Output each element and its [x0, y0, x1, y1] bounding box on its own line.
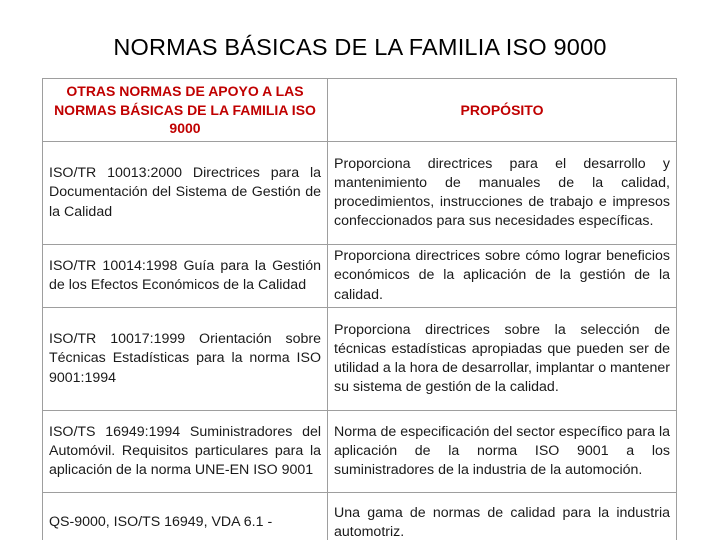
header-otras-normas: OTRAS NORMAS DE APOYO A LAS NORMAS BÁSICAS DE LA FAMILIA ISO 9000	[43, 79, 328, 142]
iso-standards-table	[42, 78, 677, 540]
table-row	[43, 245, 677, 308]
table-row	[43, 308, 677, 411]
page-title: NORMAS BÁSICAS DE LA FAMILIA ISO 9000	[113, 34, 607, 60]
cell-proposito: Norma de especificación del sector específico para la aplicación de la norma ISO 9001 a los suministradores de la industria de la automoción.	[328, 411, 677, 493]
cell-norma: ISO/TR 10014:1998 Guía para la Gestión de los Efectos Económicos de la Calidad	[43, 245, 328, 308]
cell-norma: ISO/TS 16949:1994 Suministradores del Automóvil. Requisitos particulares para la aplicación de la norma UNE-EN ISO 9001	[43, 411, 328, 493]
cell-norma: ISO/TR 10013:2000 Directrices para la Documentación del Sistema de Gestión de la Calidad	[43, 142, 328, 245]
table-row	[43, 142, 677, 245]
header-proposito: PROPÓSITO	[328, 79, 677, 142]
cell-norma: ISO/TR 10017:1999 Orientación sobre Técnicas Estadísticas para la norma ISO 9001:1994	[43, 308, 328, 411]
table-header-row	[43, 79, 677, 142]
table-row	[43, 411, 677, 493]
cell-proposito: Proporciona directrices sobre cómo lograr beneficios económicos de la aplicación de la gestión de la calidad.	[328, 245, 677, 308]
cell-proposito: Proporciona directrices sobre la selección de técnicas estadísticas apropiadas que pueden ser de utilidad a la hora de desarrollar, implantar o mantener su sistema de gestión de la calidad.	[328, 308, 677, 411]
table-row	[43, 493, 677, 540]
cell-norma: QS-9000, ISO/TS 16949, VDA 6.1 -	[43, 493, 328, 540]
cell-proposito: Una gama de normas de calidad para la industria automotriz.	[328, 493, 677, 540]
cell-proposito: Proporciona directrices para el desarrollo y mantenimiento de manuales de la calidad, procedimientos, instrucciones de trabajo e impresos confeccionados para sus necesidades específicas.	[328, 142, 677, 245]
